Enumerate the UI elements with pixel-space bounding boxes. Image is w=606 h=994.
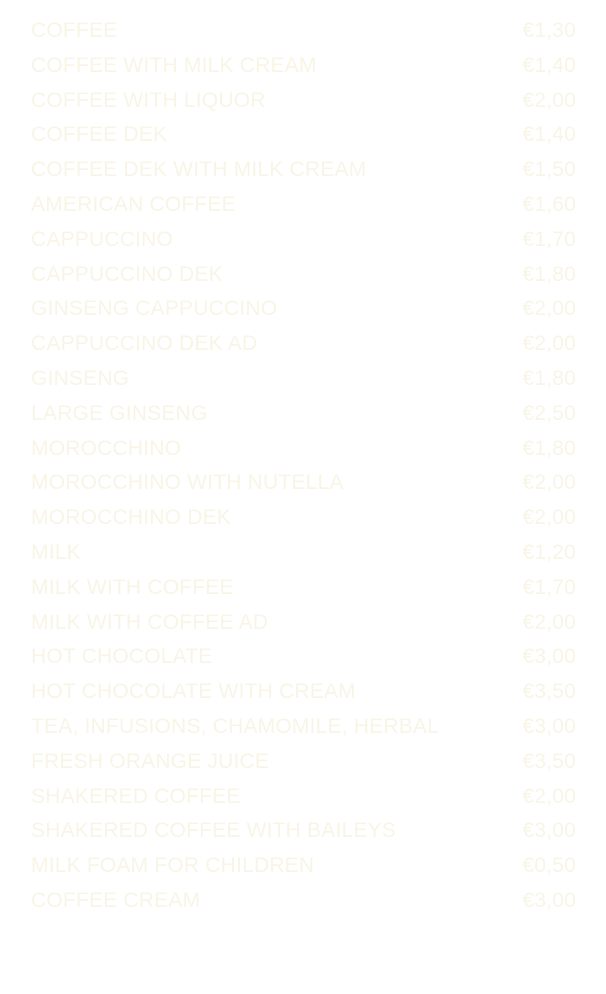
item-price: €1,40 (522, 53, 576, 77)
item-price: €1,50 (522, 158, 576, 182)
item-price: €2,00 (522, 610, 576, 634)
menu-item (31, 675, 576, 710)
menu-item (31, 397, 576, 432)
menu-item (31, 606, 576, 641)
item-price: €1,70 (522, 575, 576, 599)
item-name: MOROCCHINO DEK (31, 506, 231, 530)
item-price: €3,50 (522, 680, 576, 704)
item-name: COFFEE DEK (31, 123, 168, 147)
menu-item (31, 536, 576, 571)
item-price: €1,80 (522, 262, 576, 286)
item-price: €3,50 (522, 749, 576, 773)
item-name: COFFEE CREAM (31, 888, 201, 912)
item-name: MOROCCHINO WITH NUTELLA (31, 471, 344, 495)
menu-item (31, 362, 576, 397)
price-list (31, 14, 576, 919)
item-price: €1,20 (522, 540, 576, 564)
item-name: CAPPUCCINO DEK (31, 262, 223, 286)
menu-item (31, 571, 576, 606)
menu-item (31, 14, 576, 49)
item-name: HOT CHOCOLATE WITH CREAM (31, 680, 356, 704)
item-price: €1,70 (522, 227, 576, 251)
item-price: €2,50 (522, 401, 576, 425)
item-name: MILK FOAM FOR CHILDREN (31, 854, 315, 878)
menu-item (31, 745, 576, 780)
item-price: €2,00 (522, 88, 576, 112)
menu-item (31, 153, 576, 188)
item-name: LARGE GINSENG (31, 401, 208, 425)
menu-item (31, 188, 576, 223)
item-name: GINSENG (31, 366, 130, 390)
item-name: CAPPUCCINO DEK AD (31, 332, 258, 356)
item-price: €2,00 (522, 471, 576, 495)
item-price: €2,00 (522, 332, 576, 356)
item-name: SHAKERED COFFEE (31, 784, 241, 808)
menu-item (31, 640, 576, 675)
item-price: €0,50 (522, 854, 576, 878)
menu-item (31, 49, 576, 84)
menu-item (31, 710, 576, 745)
item-price: €1,40 (522, 123, 576, 147)
item-price: €1,80 (522, 366, 576, 390)
item-price: €3,00 (522, 888, 576, 912)
item-name: MILK WITH COFFEE AD (31, 610, 269, 634)
item-name: HOT CHOCOLATE (31, 645, 213, 669)
item-price: €3,00 (522, 714, 576, 738)
menu-item (31, 223, 576, 258)
menu-item (31, 327, 576, 362)
item-price: €2,00 (522, 784, 576, 808)
item-name: MILK WITH COFFEE (31, 575, 234, 599)
item-name: MOROCCHINO (31, 436, 182, 460)
item-price: €3,00 (522, 645, 576, 669)
item-name: MILK (31, 540, 81, 564)
item-name: COFFEE (31, 19, 118, 42)
item-name: GINSENG CAPPUCCINO (31, 297, 278, 321)
menu-item (31, 84, 576, 119)
menu-item (31, 884, 576, 919)
item-price: €1,30 (522, 19, 576, 42)
menu-item (31, 501, 576, 536)
item-price: €1,80 (522, 436, 576, 460)
item-name: SHAKERED COFFEE WITH BAILEYS (31, 819, 396, 843)
item-price: €2,00 (522, 297, 576, 321)
menu-item (31, 814, 576, 849)
item-price: €3,00 (522, 819, 576, 843)
menu-item (31, 432, 576, 467)
menu-item (31, 466, 576, 501)
item-price: €2,00 (522, 506, 576, 530)
menu-item (31, 258, 576, 293)
item-price: €1,60 (522, 192, 576, 216)
item-name: COFFEE DEK WITH MILK CREAM (31, 158, 367, 182)
item-name: TEA, INFUSIONS, CHAMOMILE, HERBAL (31, 714, 439, 738)
menu-item (31, 849, 576, 884)
item-name: FRESH ORANGE JUICE (31, 749, 270, 773)
menu-item (31, 780, 576, 815)
item-name: CAPPUCCINO (31, 227, 174, 251)
menu-item (31, 292, 576, 327)
menu-item (31, 118, 576, 153)
item-name: COFFEE WITH MILK CREAM (31, 53, 317, 77)
item-name: AMERICAN COFFEE (31, 192, 236, 216)
item-name: COFFEE WITH LIQUOR (31, 88, 266, 112)
